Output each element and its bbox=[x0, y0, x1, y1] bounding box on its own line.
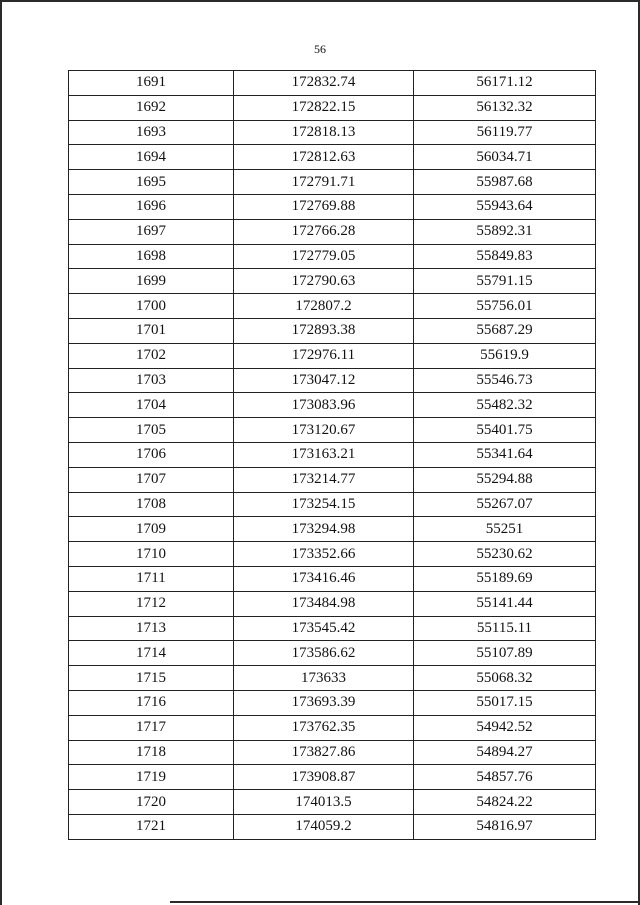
x-coordinate-cell: 173908.87 bbox=[234, 765, 414, 790]
x-coordinate-cell: 173633 bbox=[234, 666, 414, 691]
x-coordinate-cell: 172832.74 bbox=[234, 71, 414, 96]
point-id-cell: 1698 bbox=[69, 244, 234, 269]
y-coordinate-cell: 54824.22 bbox=[414, 790, 596, 815]
table-row bbox=[69, 71, 596, 96]
point-id-cell: 1696 bbox=[69, 194, 234, 219]
point-id-cell: 1695 bbox=[69, 170, 234, 195]
x-coordinate-cell: 173254.15 bbox=[234, 492, 414, 517]
x-coordinate-cell: 173416.46 bbox=[234, 566, 414, 591]
x-coordinate-cell: 172976.11 bbox=[234, 343, 414, 368]
table-row bbox=[69, 765, 596, 790]
table-row bbox=[69, 740, 596, 765]
point-id-cell: 1711 bbox=[69, 566, 234, 591]
point-id-cell: 1704 bbox=[69, 393, 234, 418]
y-coordinate-cell: 55849.83 bbox=[414, 244, 596, 269]
point-id-cell: 1708 bbox=[69, 492, 234, 517]
point-id-cell: 1705 bbox=[69, 418, 234, 443]
y-coordinate-cell: 54942.52 bbox=[414, 715, 596, 740]
table-row bbox=[69, 790, 596, 815]
table-row bbox=[69, 244, 596, 269]
point-id-cell: 1710 bbox=[69, 542, 234, 567]
point-id-cell: 1707 bbox=[69, 467, 234, 492]
table-row bbox=[69, 294, 596, 319]
table-row bbox=[69, 566, 596, 591]
table-row bbox=[69, 95, 596, 120]
point-id-cell: 1706 bbox=[69, 442, 234, 467]
y-coordinate-cell: 55546.73 bbox=[414, 368, 596, 393]
y-coordinate-cell: 55017.15 bbox=[414, 690, 596, 715]
y-coordinate-cell: 54816.97 bbox=[414, 814, 596, 839]
table-row bbox=[69, 616, 596, 641]
x-coordinate-cell: 173762.35 bbox=[234, 715, 414, 740]
y-coordinate-cell: 56034.71 bbox=[414, 145, 596, 170]
coordinate-table bbox=[68, 70, 596, 840]
x-coordinate-cell: 173083.96 bbox=[234, 393, 414, 418]
x-coordinate-cell: 173047.12 bbox=[234, 368, 414, 393]
page-number: 56 bbox=[314, 42, 326, 56]
y-coordinate-cell: 55068.32 bbox=[414, 666, 596, 691]
y-coordinate-cell: 56119.77 bbox=[414, 120, 596, 145]
point-id-cell: 1694 bbox=[69, 145, 234, 170]
x-coordinate-cell: 172812.63 bbox=[234, 145, 414, 170]
x-coordinate-cell: 173214.77 bbox=[234, 467, 414, 492]
table-row bbox=[69, 666, 596, 691]
y-coordinate-cell: 55189.69 bbox=[414, 566, 596, 591]
table-row bbox=[69, 715, 596, 740]
table-row bbox=[69, 120, 596, 145]
point-id-cell: 1699 bbox=[69, 269, 234, 294]
point-id-cell: 1702 bbox=[69, 343, 234, 368]
x-coordinate-cell: 172807.2 bbox=[234, 294, 414, 319]
y-coordinate-cell: 55294.88 bbox=[414, 467, 596, 492]
x-coordinate-cell: 173484.98 bbox=[234, 591, 414, 616]
x-coordinate-cell: 172818.13 bbox=[234, 120, 414, 145]
x-coordinate-cell: 173827.86 bbox=[234, 740, 414, 765]
table-row bbox=[69, 591, 596, 616]
x-coordinate-cell: 172822.15 bbox=[234, 95, 414, 120]
point-id-cell: 1719 bbox=[69, 765, 234, 790]
point-id-cell: 1712 bbox=[69, 591, 234, 616]
point-id-cell: 1709 bbox=[69, 517, 234, 542]
point-id-cell: 1703 bbox=[69, 368, 234, 393]
y-coordinate-cell: 55619.9 bbox=[414, 343, 596, 368]
y-coordinate-cell: 56171.12 bbox=[414, 71, 596, 96]
table-row bbox=[69, 814, 596, 839]
table-row bbox=[69, 690, 596, 715]
table-row bbox=[69, 442, 596, 467]
x-coordinate-cell: 172790.63 bbox=[234, 269, 414, 294]
x-coordinate-cell: 174013.5 bbox=[234, 790, 414, 815]
y-coordinate-cell: 55987.68 bbox=[414, 170, 596, 195]
table-row bbox=[69, 418, 596, 443]
x-coordinate-cell: 172791.71 bbox=[234, 170, 414, 195]
x-coordinate-cell: 173120.67 bbox=[234, 418, 414, 443]
page-border-top bbox=[0, 0, 640, 2]
y-coordinate-cell: 55756.01 bbox=[414, 294, 596, 319]
point-id-cell: 1697 bbox=[69, 219, 234, 244]
table-row bbox=[69, 641, 596, 666]
x-coordinate-cell: 173693.39 bbox=[234, 690, 414, 715]
point-id-cell: 1714 bbox=[69, 641, 234, 666]
table-body bbox=[69, 71, 596, 840]
y-coordinate-cell: 55791.15 bbox=[414, 269, 596, 294]
y-coordinate-cell: 55230.62 bbox=[414, 542, 596, 567]
table-row bbox=[69, 393, 596, 418]
point-id-cell: 1715 bbox=[69, 666, 234, 691]
point-id-cell: 1720 bbox=[69, 790, 234, 815]
y-coordinate-cell: 55687.29 bbox=[414, 318, 596, 343]
y-coordinate-cell: 55482.32 bbox=[414, 393, 596, 418]
page-border-bottom bbox=[170, 901, 640, 903]
table-row bbox=[69, 170, 596, 195]
x-coordinate-cell: 172769.88 bbox=[234, 194, 414, 219]
page-border-left bbox=[0, 0, 2, 905]
y-coordinate-cell: 55892.31 bbox=[414, 219, 596, 244]
y-coordinate-cell: 55115.11 bbox=[414, 616, 596, 641]
point-id-cell: 1691 bbox=[69, 71, 234, 96]
x-coordinate-cell: 173586.62 bbox=[234, 641, 414, 666]
y-coordinate-cell: 54894.27 bbox=[414, 740, 596, 765]
y-coordinate-cell: 54857.76 bbox=[414, 765, 596, 790]
table-row bbox=[69, 542, 596, 567]
x-coordinate-cell: 172893.38 bbox=[234, 318, 414, 343]
x-coordinate-cell: 173163.21 bbox=[234, 442, 414, 467]
x-coordinate-cell: 173294.98 bbox=[234, 517, 414, 542]
point-id-cell: 1716 bbox=[69, 690, 234, 715]
y-coordinate-cell: 55943.64 bbox=[414, 194, 596, 219]
y-coordinate-cell: 56132.32 bbox=[414, 95, 596, 120]
x-coordinate-cell: 173545.42 bbox=[234, 616, 414, 641]
table-row bbox=[69, 467, 596, 492]
x-coordinate-cell: 172779.05 bbox=[234, 244, 414, 269]
x-coordinate-cell: 172766.28 bbox=[234, 219, 414, 244]
table-row bbox=[69, 219, 596, 244]
point-id-cell: 1721 bbox=[69, 814, 234, 839]
table-row bbox=[69, 492, 596, 517]
table-row bbox=[69, 343, 596, 368]
point-id-cell: 1692 bbox=[69, 95, 234, 120]
table-row bbox=[69, 269, 596, 294]
point-id-cell: 1717 bbox=[69, 715, 234, 740]
point-id-cell: 1701 bbox=[69, 318, 234, 343]
table-row bbox=[69, 368, 596, 393]
y-coordinate-cell: 55267.07 bbox=[414, 492, 596, 517]
table-row bbox=[69, 517, 596, 542]
point-id-cell: 1718 bbox=[69, 740, 234, 765]
x-coordinate-cell: 173352.66 bbox=[234, 542, 414, 567]
y-coordinate-cell: 55251 bbox=[414, 517, 596, 542]
table-row bbox=[69, 318, 596, 343]
point-id-cell: 1700 bbox=[69, 294, 234, 319]
y-coordinate-cell: 55341.64 bbox=[414, 442, 596, 467]
point-id-cell: 1693 bbox=[69, 120, 234, 145]
y-coordinate-cell: 55141.44 bbox=[414, 591, 596, 616]
y-coordinate-cell: 55401.75 bbox=[414, 418, 596, 443]
table-row bbox=[69, 194, 596, 219]
x-coordinate-cell: 174059.2 bbox=[234, 814, 414, 839]
point-id-cell: 1713 bbox=[69, 616, 234, 641]
y-coordinate-cell: 55107.89 bbox=[414, 641, 596, 666]
table-row bbox=[69, 145, 596, 170]
